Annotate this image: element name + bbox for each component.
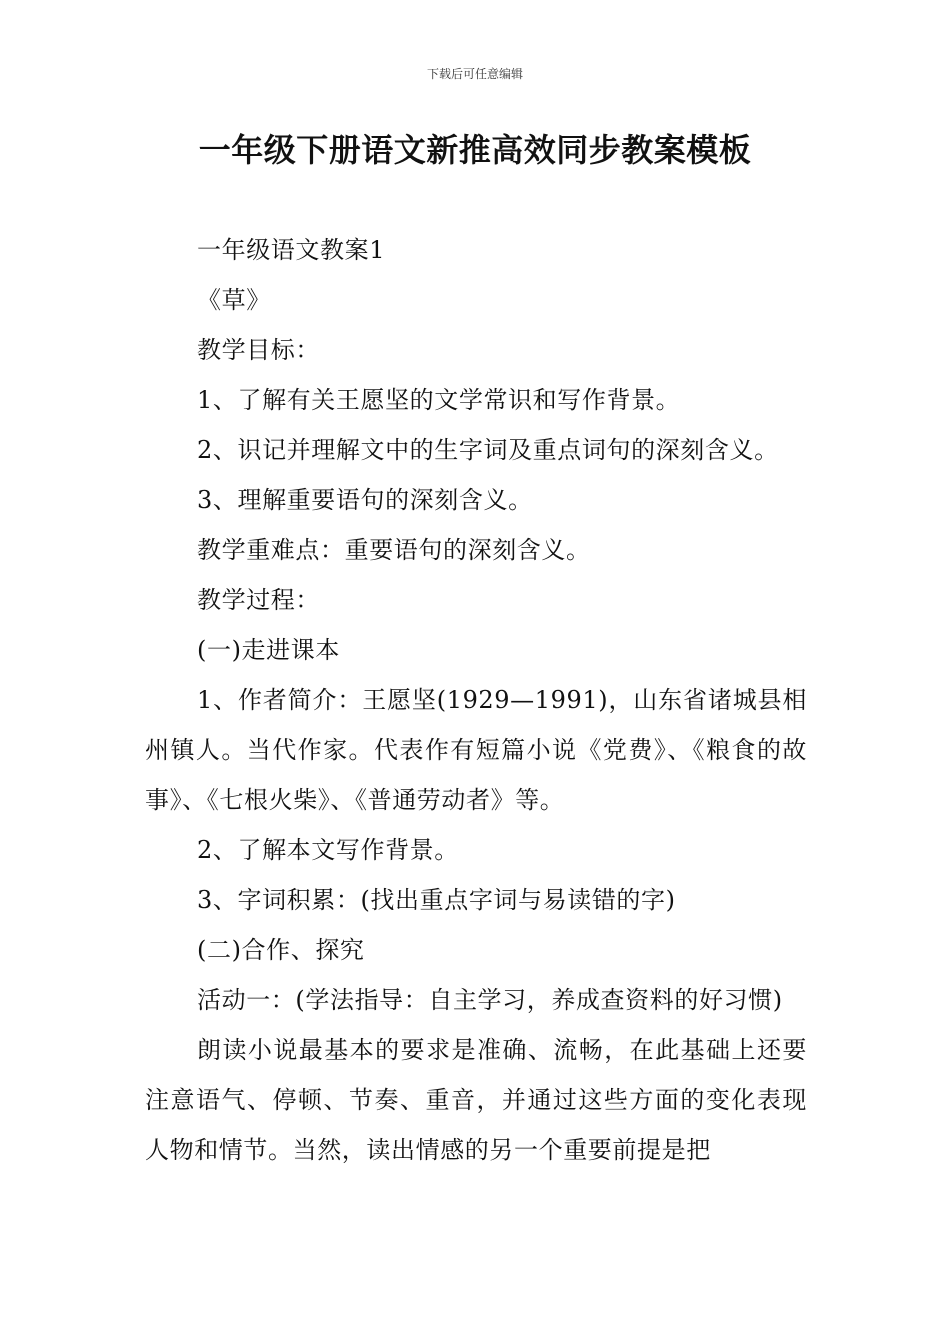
teaching-goals-heading: 教学目标： [197, 336, 320, 364]
author-intro-paragraph: 1、作者简介：王愿坚(1929—1991)，山东省诸城县相州镇人。当代作家。代表作有短篇小说《党费》、《粮食的故事》、《七根火柴》、《普通劳动者》等。 [145, 686, 807, 814]
vocabulary-paragraph: 3、字词积累：(找出重点字词与易读错的字) [197, 886, 676, 914]
goal-item-2: 2、识记并理解文中的生字词及重点词句的深刻含义。 [197, 436, 779, 464]
reading-guidance-paragraph: 朗读小说最基本的要求是准确、流畅，在此基础上还要注意语气、停顿、节奏、重音，并通过这些方面的变化表现人物和情节。当然，读出情感的另一个重要前提是把 [145, 1036, 807, 1164]
lesson-name: 《草》 [197, 286, 271, 314]
lesson-heading: 一年级语文教案1 [197, 236, 386, 264]
header-note: 下载后可任意编辑 [426, 67, 523, 81]
background-paragraph: 2、了解本文写作背景。 [197, 836, 459, 864]
goal-item-3: 3、理解重要语句的深刻含义。 [197, 486, 533, 514]
section-two-heading: (二)合作、探究 [197, 936, 365, 964]
key-difficulties: 教学重难点：重要语句的深刻含义。 [197, 536, 591, 564]
goal-item-1: 1、了解有关王愿坚的文学常识和写作背景。 [197, 386, 681, 414]
document-title: 一年级下册语文新推高效同步教案模板 [198, 131, 752, 169]
teaching-process-heading: 教学过程： [197, 586, 320, 614]
activity-one-paragraph: 活动一：(学法指导：自主学习，养成查资料的好习惯) [197, 986, 783, 1014]
section-one-heading: (一)走进课本 [197, 636, 340, 664]
document-body [145, 225, 807, 1175]
